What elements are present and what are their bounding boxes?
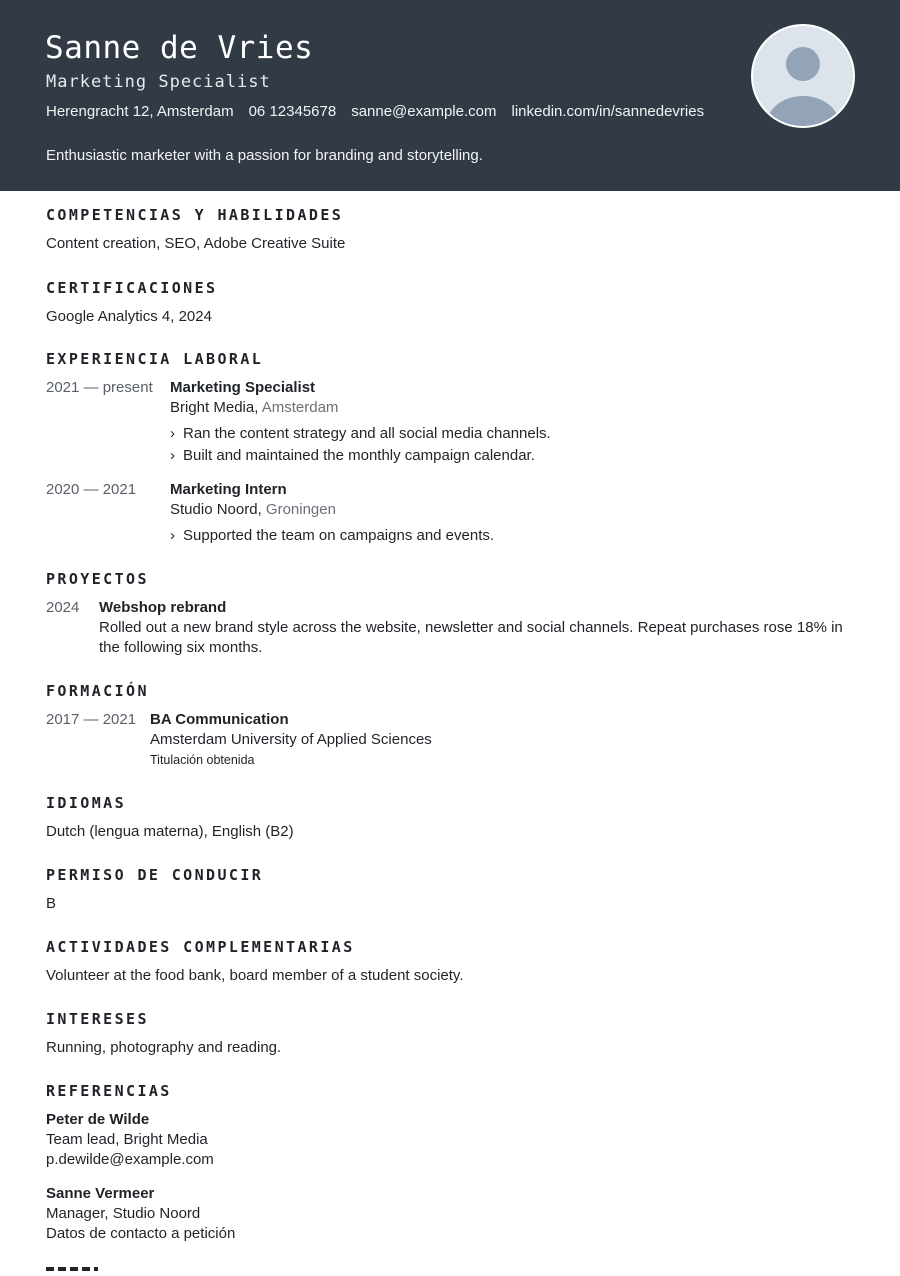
experience-role: Marketing Intern bbox=[170, 481, 287, 498]
section-heading-education: FORMACIÓN bbox=[46, 682, 149, 700]
experience-company: Bright Media bbox=[170, 399, 255, 416]
experience-separator: , bbox=[257, 501, 262, 518]
interests-text: Running, photography and reading. bbox=[46, 1039, 282, 1056]
reference-role: Manager, Studio Noord bbox=[46, 1205, 201, 1222]
chevron-right-icon: › bbox=[170, 527, 175, 544]
education-dates: 2017 — 2021 bbox=[46, 711, 137, 728]
education-degree: BA Communication bbox=[150, 711, 289, 728]
reference-name: Sanne Vermeer bbox=[46, 1185, 155, 1202]
experience-location: Groningen bbox=[265, 501, 336, 518]
experience-role: Marketing Specialist bbox=[170, 379, 316, 396]
candidate-name: Sanne de Vries bbox=[45, 30, 314, 66]
contact-email[interactable]: sanne@example.com bbox=[351, 103, 497, 120]
clipped-section-heading bbox=[46, 1264, 106, 1276]
driving-license-text: B bbox=[46, 895, 57, 912]
languages-text: Dutch (lengua materna), English (B2) bbox=[46, 823, 294, 840]
experience-employer bbox=[170, 500, 336, 520]
reference-contact[interactable]: p.dewilde@example.com bbox=[46, 1151, 214, 1168]
avatar-placeholder-icon bbox=[753, 26, 853, 126]
resume-header bbox=[0, 0, 900, 191]
section-heading-driving-license: PERMISO DE CONDUCIR bbox=[46, 866, 264, 884]
contact-phone[interactable]: 06 12345678 bbox=[248, 103, 337, 120]
project-description-line-1: Rolled out a new brand style across the website, newsletter and social channels. Repeat purchases rose 18% in bbox=[99, 619, 843, 636]
contact-linkedin[interactable]: linkedin.com/in/sannedevries bbox=[511, 103, 705, 120]
experience-employer bbox=[170, 398, 338, 418]
skills-text: Content creation, SEO, Adobe Creative Suite bbox=[46, 235, 346, 252]
education-school: Amsterdam University of Applied Sciences bbox=[150, 731, 432, 748]
section-heading-interests: INTERESES bbox=[46, 1010, 149, 1028]
project-description-line-2: the following six months. bbox=[99, 639, 263, 656]
experience-bullet: › Ran the content strategy and all social media channels. bbox=[170, 425, 551, 442]
section-heading-projects: PROYECTOS bbox=[46, 570, 149, 588]
experience-separator: , bbox=[254, 399, 259, 416]
section-heading-languages: IDIOMAS bbox=[46, 794, 127, 812]
experience-dates: 2020 — 2021 bbox=[46, 481, 137, 498]
reference-contact: Datos de contacto a petición bbox=[46, 1225, 236, 1242]
education-note: Titulación obtenida bbox=[150, 753, 255, 767]
experience-dates: 2021 — present bbox=[46, 379, 153, 396]
project-title: Webshop rebrand bbox=[99, 599, 227, 616]
reference-name: Peter de Wilde bbox=[46, 1111, 150, 1128]
experience-bullet: › Built and maintained the monthly campaign calendar. bbox=[170, 447, 535, 464]
project-year: 2024 bbox=[46, 599, 80, 616]
section-heading-skills: COMPETENCIAS Y HABILIDADES bbox=[46, 206, 344, 224]
section-heading-experience: EXPERIENCIA LABORAL bbox=[46, 350, 264, 368]
reference-role: Team lead, Bright Media bbox=[46, 1131, 208, 1148]
experience-bullet: › Supported the team on campaigns and events. bbox=[170, 527, 495, 544]
contact-address: Herengracht 12, Amsterdam bbox=[46, 103, 234, 120]
chevron-right-icon: › bbox=[170, 425, 175, 442]
contact-line bbox=[46, 103, 704, 120]
section-heading-certifications: CERTIFICACIONES bbox=[46, 279, 218, 297]
certifications-text: Google Analytics 4, 2024 bbox=[46, 308, 212, 325]
candidate-title: Marketing Specialist bbox=[46, 72, 271, 92]
chevron-right-icon: › bbox=[170, 447, 175, 464]
avatar bbox=[751, 24, 855, 128]
section-heading-references: REFERENCIAS bbox=[46, 1082, 172, 1100]
section-heading-activities: ACTIVIDADES COMPLEMENTARIAS bbox=[46, 938, 355, 956]
activities-text: Volunteer at the food bank, board member of a student society. bbox=[46, 967, 464, 984]
experience-location: Amsterdam bbox=[261, 399, 339, 416]
experience-company: Studio Noord bbox=[170, 501, 258, 518]
profile-summary: Enthusiastic marketer with a passion for branding and storytelling. bbox=[46, 147, 483, 164]
